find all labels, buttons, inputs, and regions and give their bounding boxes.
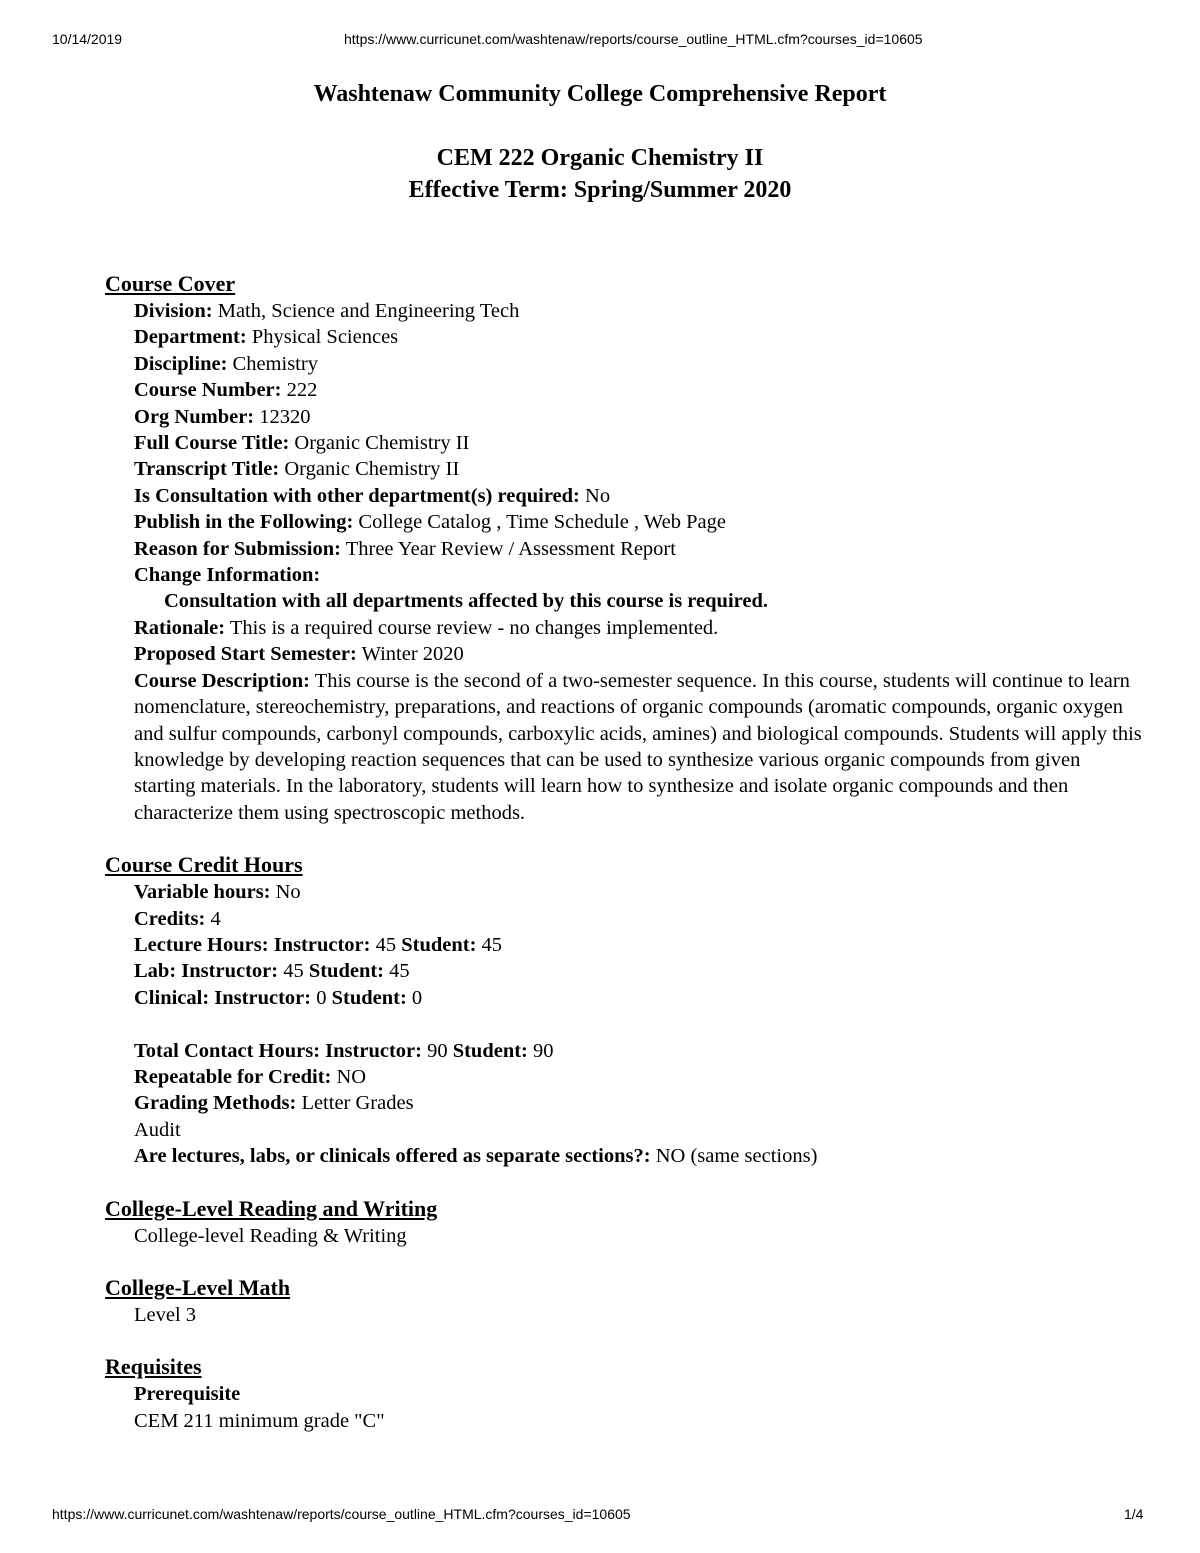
division-value: Math, Science and Engineering Tech — [217, 300, 520, 322]
requisites-section — [105, 1353, 1145, 1434]
section-heading-credit-hours: Course Credit Hours — [105, 852, 303, 878]
field-label: Discipline: — [134, 352, 228, 375]
discipline-row — [134, 351, 1145, 377]
field-label: Lab: — [134, 960, 177, 983]
course-title: CEM 222 Organic Chemistry II — [436, 145, 764, 171]
field-label: Rationale: — [134, 616, 226, 639]
section-heading-reading-writing: College-Level Reading and Writing — [105, 1195, 438, 1221]
field-label: Student: — [331, 986, 407, 1009]
field-label: Transcript Title: — [134, 458, 280, 481]
grading-method-audit: Audit — [134, 1118, 181, 1141]
field-label: Total Contact Hours: — [134, 1039, 321, 1062]
full-title-value: Organic Chemistry II — [294, 432, 470, 455]
consultation-value: No — [585, 484, 611, 507]
org-number-value: 12320 — [259, 405, 311, 428]
rationale-row — [134, 615, 1145, 641]
lab-hours-row — [134, 958, 1145, 984]
discipline-value: Chemistry — [232, 352, 318, 375]
lecture-instructor-value: 45 — [375, 933, 397, 956]
field-label: Student: — [308, 960, 385, 983]
field-label: Course Number: — [134, 379, 282, 402]
report-content — [105, 270, 1145, 1459]
full-title-row — [134, 430, 1145, 456]
reading-writing-value: College-level Reading & Writing — [134, 1224, 407, 1247]
reason-value: Three Year Review / Assessment Report — [345, 537, 676, 560]
field-label: Variable hours: — [134, 881, 271, 904]
math-level-value: Level 3 — [134, 1303, 197, 1326]
section-heading-math: College-Level Math — [105, 1274, 291, 1300]
course-description-row — [134, 668, 1145, 826]
start-semester-value: Winter 2020 — [361, 643, 464, 666]
change-info-row — [134, 562, 1145, 588]
repeatable-value: NO — [336, 1065, 367, 1088]
course-number-value: 222 — [286, 379, 318, 402]
field-label: Org Number: — [134, 405, 255, 428]
section-heading-requisites: Requisites — [105, 1354, 202, 1380]
transcript-title-value: Organic Chemistry II — [284, 458, 460, 481]
clinical-hours-row — [134, 985, 1145, 1011]
report-title: Washtenaw Community College Comprehensive Report — [313, 81, 887, 107]
field-label: Are lectures, labs, or clinicals offered as separate sections?: — [134, 1145, 651, 1168]
transcript-title-row — [134, 456, 1145, 482]
field-label: Student: — [401, 933, 477, 956]
field-label: Reason for Submission: — [134, 537, 341, 560]
repeatable-row — [134, 1064, 1145, 1090]
math-section — [105, 1274, 1145, 1328]
reading-writing-section — [105, 1195, 1145, 1249]
print-date: 10/14/2019 — [52, 31, 123, 47]
page-number: 1/4 — [1124, 1506, 1144, 1522]
total-student-value: 90 — [533, 1039, 554, 1062]
field-label: Repeatable for Credit: — [134, 1065, 332, 1088]
credits-row — [134, 906, 1145, 932]
credits-value: 4 — [210, 907, 221, 930]
field-label: Instructor: — [325, 1039, 422, 1062]
field-label: Instructor: — [181, 960, 279, 983]
field-label: Publish in the Following: — [134, 511, 354, 534]
requisite-type: Prerequisite — [134, 1383, 241, 1406]
department-row — [134, 324, 1145, 350]
consultation-row — [134, 483, 1145, 509]
field-label: Change Information: — [134, 564, 321, 587]
field-label: Instructor: — [214, 986, 312, 1009]
start-semester-row — [134, 641, 1145, 667]
total-instructor-value: 90 — [427, 1039, 448, 1062]
print-url-header: https://www.curricunet.com/washtenaw/reports/course_outline_HTML.cfm?courses_id=10605 — [344, 31, 923, 47]
grading-method-value: Letter Grades — [301, 1092, 414, 1115]
course-description-value: This course is the second of a two-semester sequence. In this course, students will continue to learn nomenclature, stereochemistry, preparations, and reactions of organic compounds (aromatic compounds, organic oxygen and sulfur compounds, carbonyl compounds, carboxylic acids, amines) and biological compounds. Students will apply this knowledge by developing reaction sequences that can be used to synthesize various organic compounds from given starting materials. In the laboratory, students will learn how to synthesize and isolate organic compounds and then characterize them using spectroscopic methods. — [134, 669, 1142, 824]
field-label: Department: — [134, 326, 247, 349]
reason-row — [134, 536, 1145, 562]
field-label: Instructor: — [273, 933, 371, 956]
lab-student-value: 45 — [389, 960, 410, 983]
separate-sections-value: NO (same sections) — [655, 1145, 818, 1168]
separate-sections-row — [134, 1143, 1145, 1169]
field-label: Proposed Start Semester: — [134, 643, 357, 666]
publish-value: College Catalog , Time Schedule , Web Page — [358, 511, 726, 534]
field-label: Lecture Hours: — [134, 933, 269, 956]
division-row — [134, 298, 1145, 324]
grading-methods-row — [134, 1090, 1145, 1116]
field-label: Is Consultation with other department(s) required: — [134, 484, 580, 507]
field-label: Full Course Title: — [134, 432, 290, 455]
clinical-student-value: 0 — [411, 986, 423, 1009]
requisite-value: CEM 211 minimum grade "C" — [134, 1409, 385, 1432]
field-label: Division: — [134, 300, 213, 322]
section-heading-course-cover: Course Cover — [105, 271, 236, 296]
change-info-note: Consultation with all departments affected by this course is required. — [164, 590, 768, 613]
variable-hours-value: No — [275, 881, 301, 904]
publish-row — [134, 509, 1145, 535]
rationale-value: This is a required course review - no changes implemented. — [229, 616, 719, 639]
total-contact-hours-row — [134, 1038, 1145, 1064]
variable-hours-row — [134, 879, 1145, 905]
effective-term: Effective Term: Spring/Summer 2020 — [408, 177, 792, 203]
field-label: Credits: — [134, 907, 206, 930]
field-label: Course Description: — [134, 669, 310, 692]
credit-hours-section — [105, 851, 1145, 1169]
org-number-row — [134, 404, 1145, 430]
lecture-student-value: 45 — [481, 933, 503, 956]
course-number-row — [134, 377, 1145, 403]
department-value: Physical Sciences — [251, 326, 399, 349]
clinical-instructor-value: 0 — [316, 986, 327, 1009]
field-label: Student: — [452, 1039, 528, 1062]
print-url-footer: https://www.curricunet.com/washtenaw/reports/course_outline_HTML.cfm?courses_id=10605 — [52, 1506, 631, 1522]
field-label: Clinical: — [134, 986, 210, 1009]
lab-instructor-value: 45 — [283, 960, 304, 983]
course-cover-section — [105, 270, 1145, 826]
lecture-hours-row — [134, 932, 1145, 958]
field-label: Grading Methods: — [134, 1092, 297, 1115]
